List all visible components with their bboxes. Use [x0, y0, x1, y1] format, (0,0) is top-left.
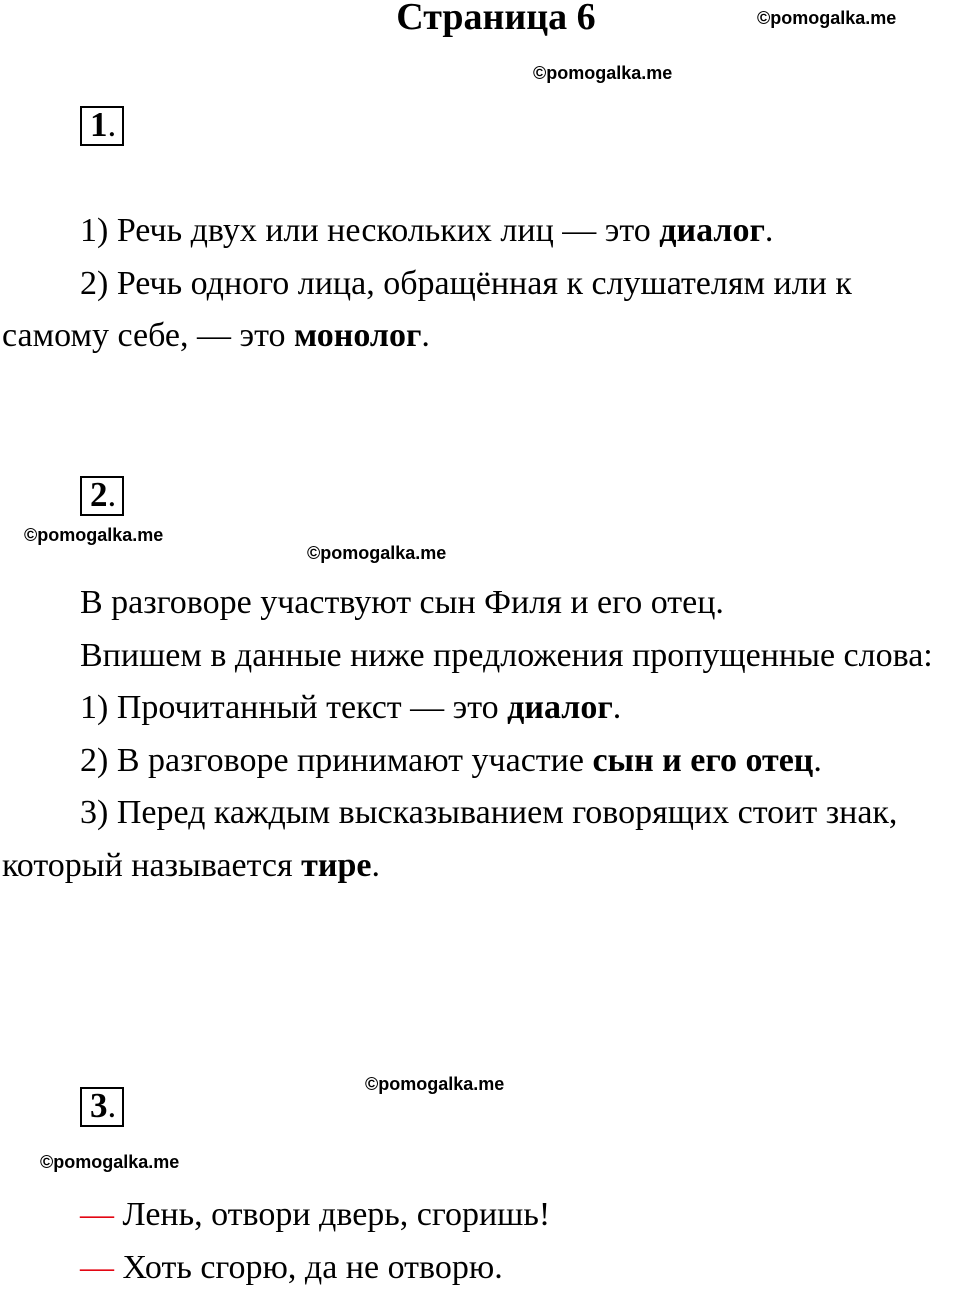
task-2-line-3: 3) Перед каждым высказыванием говорящих стоит знак, который называется тире.: [2, 787, 960, 892]
task-number: 1: [90, 105, 108, 144]
watermark: ©pomogalka.me: [307, 542, 446, 564]
task-1-line-2: 2) Речь одного лица, обращённая к слушателям или к самому себе, — это монолог.: [2, 258, 960, 363]
task-2-line-2: 2) В разговоре принимают участие сын и его отец.: [2, 735, 960, 788]
task-number: 3: [90, 1086, 108, 1125]
answer-word: диалог: [507, 689, 613, 726]
task-2-answer: [2, 577, 960, 892]
task-2-line-1: 1) Прочитанный текст — это диалог.: [2, 682, 960, 735]
task-number-box: 3.: [80, 1087, 124, 1127]
dialogue-dash: —: [80, 1196, 114, 1233]
task-3-dialogue: [2, 1189, 960, 1294]
watermark: ©pomogalka.me: [533, 62, 672, 84]
watermark: ©pomogalka.me: [365, 1073, 504, 1095]
answer-word: монолог: [294, 317, 421, 354]
watermark: ©pomogalka.me: [24, 524, 163, 546]
task-1-answer: [2, 205, 960, 363]
task-1-line-1: 1) Речь двух или нескольких лиц — это диалог.: [2, 205, 960, 258]
answer-word: диалог: [659, 212, 765, 249]
dialogue-line: — Лень, отвори дверь, сгоришь!: [2, 1189, 960, 1242]
task-number: 2: [90, 475, 108, 514]
task-number-box: 1.: [80, 106, 124, 146]
dialogue-dash: —: [80, 1249, 114, 1286]
answer-word: тире: [301, 847, 371, 884]
task-2-intro-2: Впишем в данные ниже предложения пропущенные слова:: [2, 630, 960, 683]
watermark: ©pomogalka.me: [757, 7, 896, 29]
dialogue-line: — Хоть сгорю, да не отворю.: [2, 1242, 960, 1294]
task-2-intro-1: В разговоре участвуют сын Филя и его отец.: [2, 577, 960, 630]
task-number-box: 2.: [80, 476, 124, 516]
page-title: Страница 6: [0, 0, 960, 40]
answer-word: сын и его отец: [592, 742, 813, 779]
watermark: ©pomogalka.me: [40, 1151, 179, 1173]
